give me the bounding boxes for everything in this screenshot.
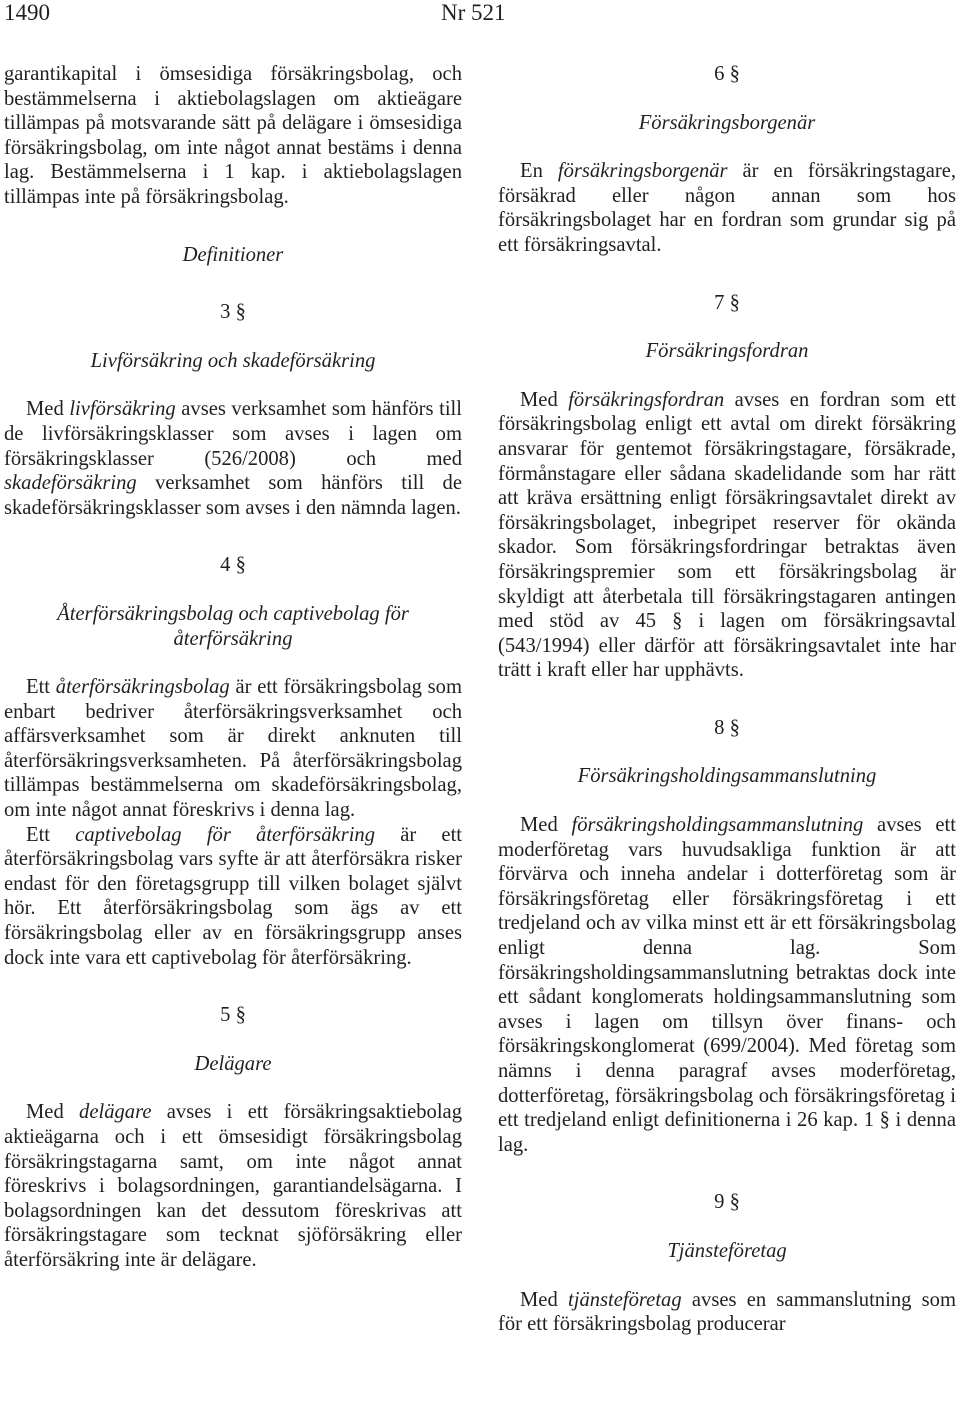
left-column bbox=[4, 62, 462, 1273]
section-4-title: Återförsäkringsbolag och captivebolag för återförsäkring bbox=[57, 602, 409, 650]
section-5-title: Delägare bbox=[194, 1052, 272, 1075]
section-4-paragraph-1: Ett återförsäkringsbolag är ett försäkringsbolag som enbart bedriver återförsäkringsverksamhet och affärsverksamhet som är direkt anknuten till återförsäkringsverksamheten. På återförsäkringsbolag tillämpas bestämmelserna om skadeförsäkringsbolag, om inte något annat föreskrivs i denna lag. bbox=[4, 676, 463, 822]
section-6-paragraph: En försäkringsborgenär är en försäkringstagare, försäkrad eller någon annan som hos försäkringsbolaget har en fordran som grundar sig på ett försäkringsavtal. bbox=[498, 160, 956, 256]
section-7-paragraph: Med försäkringsfordran avses en fordran som ett försäkringsbolag enligt ett avtal om direkt försäkring ansvarar för gentemot försäkringstagare, försäkrade, förmånstagare eller sådana skadelidande som har rätt att kräva ersättning enligt försäkringsavtalet direkt av försäkringsbolaget, inbegripet reserver för okända skador. Som försäkringsfordringar betraktas även försäkringspremier som ett försäkringsbolag är skyldigt att återbetala till försäkringstagaren antingen med stöd av 45 § i lagen om försäkringsavtal (543/1994) eller därför att försäkringsavtalet inte har trätt i kraft eller har upphävts. bbox=[498, 388, 956, 682]
section-7-title: Försäkringsfordran bbox=[645, 340, 809, 363]
section-3-title: Livförsäkring och skadeförsäkring bbox=[90, 349, 376, 372]
section-4-paragraph-2: Ett captivebolag för återförsäkring är ett återförsäkringsbolag vars syfte är att återförsäkra risker endast för den företagsgrupp till vilken bolaget självt hör. Ett återförsäkringsbolag som ägs av ett försäkringsbolag eller av en försäkringsgrupp anses dock inte vara ett captivebolag för återförsäkring. bbox=[4, 823, 463, 969]
section-7-number: 7 § bbox=[714, 291, 740, 314]
section-5-paragraph: Med delägare avses i ett försäkringsaktiebolag aktieägarna och i ett ömsesidigt försäkringsbolag försäkringstagarna samt, om inte något annat föreskrivs i bolagsordningen, garantiandelsägarna. I bolagsordningen kan det dessutom föreskrivas att försäkringstagare som tecknat sjöförsäkring eller återförsäkring inte är delägare. bbox=[4, 1101, 462, 1271]
section-8-paragraph: Med försäkringsholdingsammanslutning avses ett moderföretag vars huvudsakliga funktion är att förvärva och inneha andelar i dotterföretag som är försäkringsföretag eller försäkringsföretag i ett tredjeland och av vilka minst ett är ett försäkringsbolag enligt denna lag. Som försäkringsholdingsammanslutning betraktas dock inte ett sådant konglomerats holdingsammanslutning som avses i lagen om tillsyn över finans- och försäkringskonglomerat (699/2004). Med företag som nämns i denna paragraf avses moderföretag, dotterföretag, försäkringsbolag och försäkringsföretag i ett tredjeland enligt definitionerna i 26 kap. 1 § i denna lag. bbox=[498, 814, 956, 1156]
term-tjansteforetag: tjänsteföretag bbox=[568, 1288, 682, 1311]
page-number: 1490 bbox=[4, 0, 50, 25]
term-forsakringsborgenar: försäkringsborgenär bbox=[557, 160, 728, 183]
section-4-number: 4 § bbox=[220, 554, 246, 577]
definitions-heading: Definitioner bbox=[182, 243, 284, 266]
section-9-paragraph: Med tjänsteföretag avses en sammanslutning som för ett försäkringsbolag producerar bbox=[498, 1288, 956, 1336]
page-header bbox=[0, 0, 960, 34]
section-6-title: Försäkringsborgenär bbox=[638, 111, 816, 134]
intro-paragraph: garantikapital i ömsesidiga försäkringsbolag, och bestämmelserna i aktiebolagslagen om aktieägare tillämpas på motsvarande sätt på delägare i ömsesidiga försäkringsbolag, om inte något annat bestäms i denna lag. Bestämmelserna i 1 kap. i aktiebolagslagen tillämpas inte på försäkringsbolag. bbox=[4, 63, 462, 208]
section-8-title: Försäkringsholdingsammanslutning bbox=[577, 765, 877, 788]
term-captivebolag: captivebolag för återförsäkring bbox=[75, 823, 376, 846]
section-3-number: 3 § bbox=[220, 301, 246, 324]
term-skadeforsakring: skadeförsäkring bbox=[4, 472, 137, 495]
section-9-title: Tjänsteföretag bbox=[667, 1239, 787, 1262]
term-aterforsakringsbolag: återförsäkringsbolag bbox=[55, 676, 230, 699]
term-forsakringsholdingsammanslutning: försäkringsholdingsammanslutning bbox=[571, 814, 864, 837]
term-forsakringsfordran: försäkringsfordran bbox=[568, 388, 725, 411]
term-livforsakring: livförsäkring bbox=[69, 398, 176, 421]
section-8-number: 8 § bbox=[714, 716, 740, 739]
right-column bbox=[498, 62, 956, 1337]
section-9-number: 9 § bbox=[714, 1191, 740, 1214]
section-3-paragraph: Med livförsäkring avses verksamhet som hänförs till de livförsäkringsklasser som avses i lagen om försäkringsklasser (526/2008) och med skadeförsäkring verksamhet som hänförs till de skadeförsäkringsklasser som avses i den nämnda lagen. bbox=[4, 398, 462, 519]
section-6-number: 6 § bbox=[714, 63, 740, 85]
document-number: Nr 521 bbox=[441, 0, 506, 25]
section-5-number: 5 § bbox=[220, 1004, 246, 1027]
term-delagare: delägare bbox=[79, 1101, 152, 1124]
